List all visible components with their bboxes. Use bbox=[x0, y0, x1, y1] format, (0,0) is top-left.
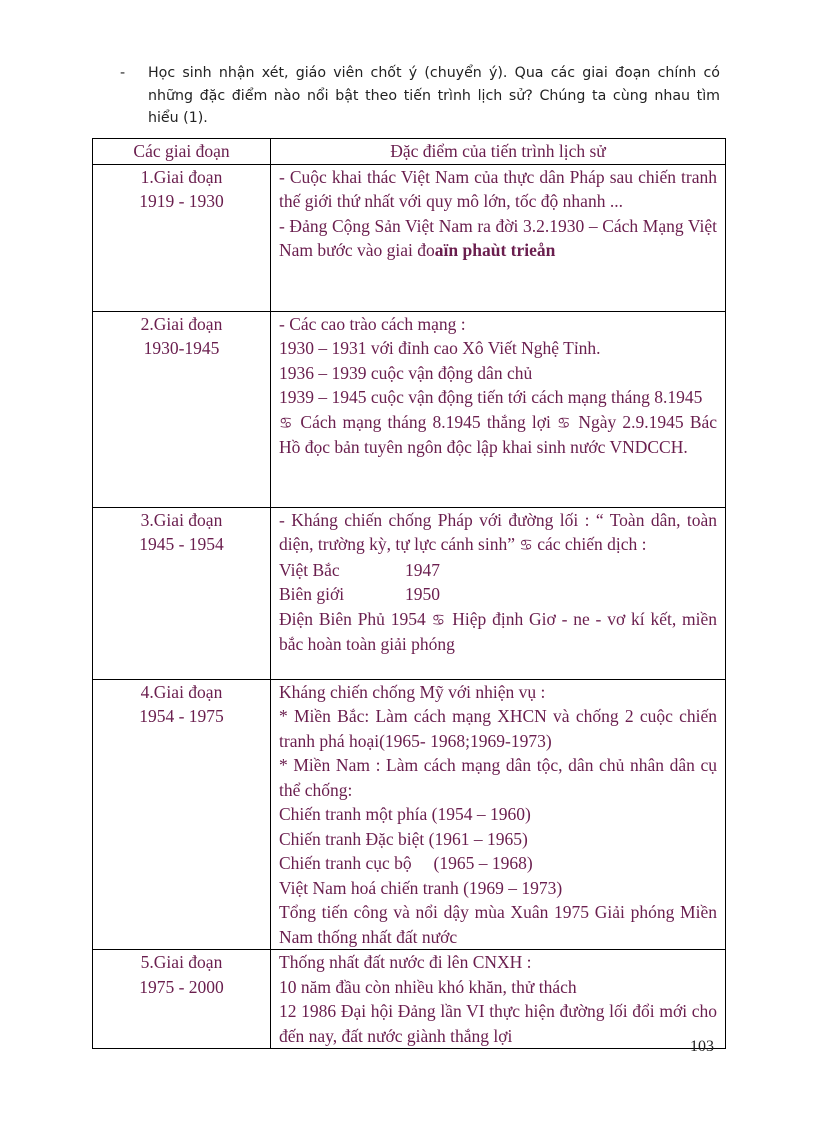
campaign-line bbox=[279, 558, 717, 583]
table-row bbox=[93, 164, 726, 311]
characteristics-cell bbox=[271, 679, 726, 950]
stage-years: 1919 - 1930 bbox=[139, 191, 224, 211]
page-number: 103 bbox=[690, 1038, 714, 1055]
campaign-year: 1947 bbox=[405, 559, 440, 580]
characteristics-cell bbox=[271, 950, 726, 1049]
garbled-tail-text: aïn phaùt trieån bbox=[434, 240, 556, 260]
header-stages: Các giai đoạn bbox=[93, 139, 271, 165]
row-line: 12 1986 Đại hội Đảng lần VI thực hiện đường lối đổi mới cho đến nay, đất nước giành thắng lợi bbox=[279, 1001, 717, 1046]
row-line: * Miền Bắc: Làm cách mạng XHCN và chống 2 cuộc chiến tranh phá hoại(1965- 1968;1969-1973) bbox=[279, 706, 717, 751]
row-line-text: Điện Biên Phủ 1954 bbox=[279, 608, 426, 629]
row-line-text: Hiệp định Giơ - ne - vơ kí kết, miền bắc hoàn toàn giải phóng bbox=[279, 608, 717, 654]
row-line: * Miền Nam : Làm cách mạng dân tộc, dân chủ nhân dân cụ thể chống: bbox=[279, 755, 717, 800]
row-line: Chiến tranh một phía (1954 – 1960) bbox=[279, 804, 531, 824]
table-header-row bbox=[93, 139, 726, 165]
row-line-text: Cách mạng tháng 8.1945 thắng lợi bbox=[300, 411, 551, 432]
stage-cell bbox=[93, 679, 271, 950]
history-table bbox=[92, 138, 726, 1049]
row-line: Tổng tiến công và nổi dậy mùa Xuân 1975 Giải phóng Miền Nam thống nhất đất nước bbox=[279, 902, 717, 947]
stage-years: 1975 - 2000 bbox=[139, 976, 224, 997]
row-line: - Các cao trào cách mạng : bbox=[279, 313, 466, 334]
intro-paragraph bbox=[120, 62, 720, 130]
characteristics-cell bbox=[271, 507, 726, 679]
row-line-text: - Kháng chiến chống Pháp với đường lối : “ Toàn dân, toàn diện, trường kỳ, tự lực cánh sinh” bbox=[279, 509, 717, 554]
row-line: Thống nhất đất nước đi lên CNXH : bbox=[279, 952, 532, 972]
row-line-text: Ngày 2.9.1945 Bác Hồ đọc bản tuyên ngôn độc lập khai sinh nước VNDCCH. bbox=[279, 411, 718, 457]
table-row bbox=[93, 679, 726, 950]
stage-cell bbox=[93, 311, 271, 507]
intro-text: Học sinh nhận xét, giáo viên chốt ý (chuyển ý). Qua các giai đoạn chính có những đặc điểm nào nổi bật theo tiến trình lịch sử? Chúng ta cùng nhau tìm hiểu (1). bbox=[148, 65, 720, 126]
row-line: Việt Nam hoá chiến tranh (1969 – 1973) bbox=[279, 877, 563, 898]
row-line bbox=[279, 607, 717, 657]
stage-years: 1945 - 1954 bbox=[139, 534, 224, 554]
stage-cell bbox=[93, 507, 271, 679]
stage-label: 2.Giai đoạn bbox=[140, 313, 223, 334]
row-line: Kháng chiến chống Mỹ với nhiện vụ : bbox=[279, 681, 546, 702]
stage-label: 1.Giai đoạn bbox=[140, 166, 223, 187]
header-characteristics: Đặc điểm của tiến trình lịch sử bbox=[271, 139, 726, 165]
row-line: - Cuộc khai thác Việt Nam của thực dân Pháp sau chiến tranh thế giới thứ nhất với quy mô lớn, tốc độ nhanh ... bbox=[279, 166, 717, 211]
table-row bbox=[93, 507, 726, 679]
stage-cell bbox=[93, 164, 271, 311]
stage-cell bbox=[93, 950, 271, 1049]
row-line-text: các chiến dịch : bbox=[537, 534, 647, 554]
campaign-name: Biên giới bbox=[279, 584, 345, 604]
row-line: 10 năm đầu còn nhiều khó khăn, thử thách bbox=[279, 976, 577, 997]
characteristics-cell bbox=[271, 311, 726, 507]
campaign-year: 1950 bbox=[405, 584, 440, 604]
stage-years: 1930-1945 bbox=[143, 338, 220, 358]
arrow-symbol-icon: ♋ bbox=[519, 536, 533, 554]
stage-label: 3.Giai đoạn bbox=[140, 509, 223, 530]
stage-years: 1954 - 1975 bbox=[139, 706, 224, 726]
row-line-text: - Đảng Cộng Sản Việt Nam ra đời 3.2.1930 – Cách Mạng Việt Nam bước vào giai đo bbox=[279, 215, 717, 260]
row-line bbox=[279, 214, 717, 263]
arrow-symbol-icon: ♋ bbox=[431, 610, 447, 629]
stage-label: 4.Giai đoạn bbox=[140, 681, 223, 702]
row-line bbox=[279, 508, 717, 558]
arrow-symbol-icon: ♋ bbox=[279, 413, 295, 432]
row-line: Chiến tranh Đặc biệt (1961 – 1965) bbox=[279, 828, 528, 849]
campaign-line bbox=[279, 582, 717, 607]
row-line: 1939 – 1945 cuộc vận động tiến tới cách mạng tháng 8.1945 bbox=[279, 387, 703, 407]
arrow-symbol-icon: ♋ bbox=[556, 413, 573, 432]
row-line bbox=[279, 410, 717, 460]
campaign-name: Việt Bắc bbox=[279, 559, 340, 580]
row-line: 1936 – 1939 cuộc vận động dân chủ bbox=[279, 362, 533, 383]
row-line: Chiến tranh cục bộ (1965 – 1968) bbox=[279, 853, 533, 873]
stage-label: 5.Giai đoạn bbox=[140, 952, 223, 972]
table-row bbox=[93, 950, 726, 1049]
bullet-dash: - bbox=[120, 65, 126, 81]
row-line: 1930 – 1931 với đỉnh cao Xô Viết Nghệ Tỉnh. bbox=[279, 338, 601, 358]
characteristics-cell bbox=[271, 164, 726, 311]
table-row bbox=[93, 311, 726, 507]
